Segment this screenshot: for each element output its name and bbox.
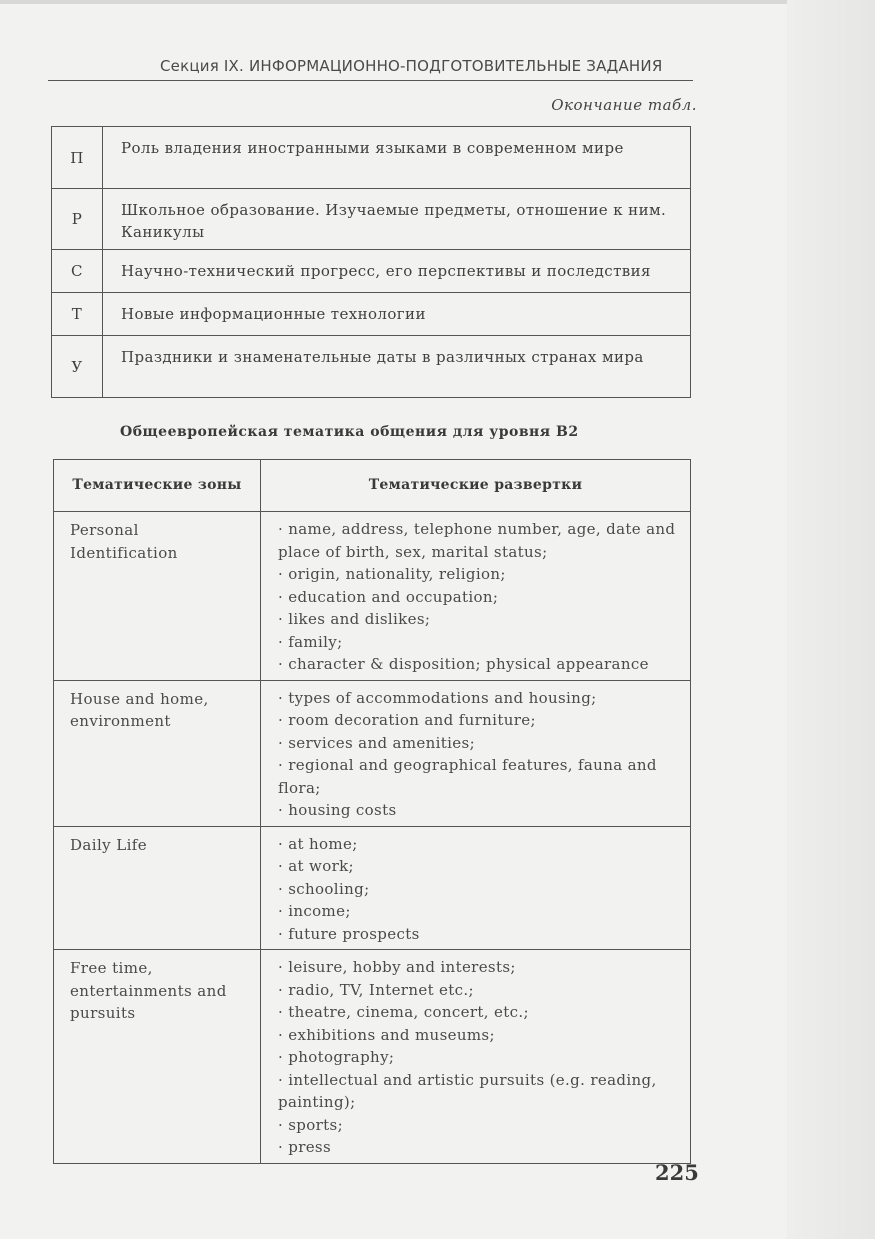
table-row bbox=[52, 293, 691, 336]
header-developments: Тематические развертки bbox=[261, 460, 691, 512]
thematic-items bbox=[261, 826, 691, 950]
running-head: Секция IX. ИНФОРМАЦИОННО-ПОДГОТОВИТЕЛЬНЫЕ ЗАДАНИЯ bbox=[160, 57, 663, 75]
list-item: · radio, TV, Internet etc.; bbox=[278, 980, 474, 999]
table-row bbox=[52, 127, 691, 189]
row-letter: Т bbox=[52, 293, 103, 336]
list-item: · education and occupation; bbox=[278, 587, 499, 606]
list-item: · leisure, hobby and interests; bbox=[278, 958, 516, 976]
thematic-zone: House and home, environment bbox=[54, 680, 261, 826]
list-item: · room decoration and furniture; bbox=[278, 711, 536, 729]
row-text: Школьное образование. Изучаемые предметы, отношение к ним. Каникулы bbox=[103, 189, 691, 250]
list-item: · future prospects bbox=[278, 924, 420, 943]
b2-topics-table bbox=[53, 459, 691, 1164]
thematic-items bbox=[261, 950, 691, 1164]
page-number: 225 bbox=[655, 1160, 699, 1185]
thematic-items bbox=[261, 680, 691, 826]
list-item: · theatre, cinema, concert, etc.; bbox=[278, 1003, 529, 1021]
list-item: · at work; bbox=[278, 857, 354, 875]
list-item: · photography; bbox=[278, 1048, 395, 1066]
list-item: · name, address, telephone number, age, date and place of birth, sex, marital status; bbox=[278, 520, 676, 561]
list-item: · regional and geographical features, fauna and flora; bbox=[278, 756, 657, 797]
row-letter: П bbox=[52, 127, 103, 189]
table-continued-label: Окончание табл. bbox=[551, 96, 697, 114]
thematic-zone: Personal Identification bbox=[54, 512, 261, 681]
table-row bbox=[54, 826, 691, 950]
list-item: · intellectual and artistic pursuits (e.g. reading, painting); bbox=[278, 1070, 657, 1111]
row-text: Новые информационные технологии bbox=[103, 293, 691, 336]
row-letter: С bbox=[52, 250, 103, 293]
list-item: · types of accommodations and housing; bbox=[278, 688, 597, 707]
table-row bbox=[52, 250, 691, 293]
list-item: · housing costs bbox=[278, 801, 397, 819]
list-item: · income; bbox=[278, 902, 351, 920]
list-item: · schooling; bbox=[278, 879, 370, 898]
scan-right-margin bbox=[787, 0, 875, 1239]
table-header-row bbox=[54, 460, 691, 512]
row-text: Научно-технический прогресс, его перспективы и последствия bbox=[103, 250, 691, 293]
header-divider bbox=[48, 80, 693, 81]
list-item: · press bbox=[278, 1138, 332, 1156]
list-item: · origin, nationality, religion; bbox=[278, 565, 506, 583]
row-text: Роль владения иностранными языками в современном мире bbox=[103, 127, 691, 189]
topic-table bbox=[51, 126, 691, 398]
list-item: · likes and dislikes; bbox=[278, 610, 431, 628]
row-text: Праздники и знаменательные даты в различных странах мира bbox=[103, 336, 691, 398]
scan-top-edge bbox=[0, 0, 875, 4]
list-item: · exhibitions and museums; bbox=[278, 1025, 495, 1044]
list-item: · family; bbox=[278, 632, 343, 651]
list-item: · services and amenities; bbox=[278, 733, 475, 752]
list-item: · sports; bbox=[278, 1115, 343, 1134]
table-row bbox=[52, 336, 691, 398]
thematic-zone: Daily Life bbox=[54, 826, 261, 950]
list-item: · at home; bbox=[278, 834, 358, 853]
table-row bbox=[54, 512, 691, 681]
header-zones: Тематические зоны bbox=[54, 460, 261, 512]
thematic-items bbox=[261, 512, 691, 681]
row-letter: У bbox=[52, 336, 103, 398]
b2-table-title: Общеевропейская тематика общения для уровня B2 bbox=[120, 424, 579, 440]
thematic-zone: Free time, entertainments and pursuits bbox=[54, 950, 261, 1164]
list-item: · character & disposition; physical appearance bbox=[278, 655, 649, 673]
table-row bbox=[54, 680, 691, 826]
table-row bbox=[52, 189, 691, 250]
row-letter: Р bbox=[52, 189, 103, 250]
table-row bbox=[54, 950, 691, 1164]
